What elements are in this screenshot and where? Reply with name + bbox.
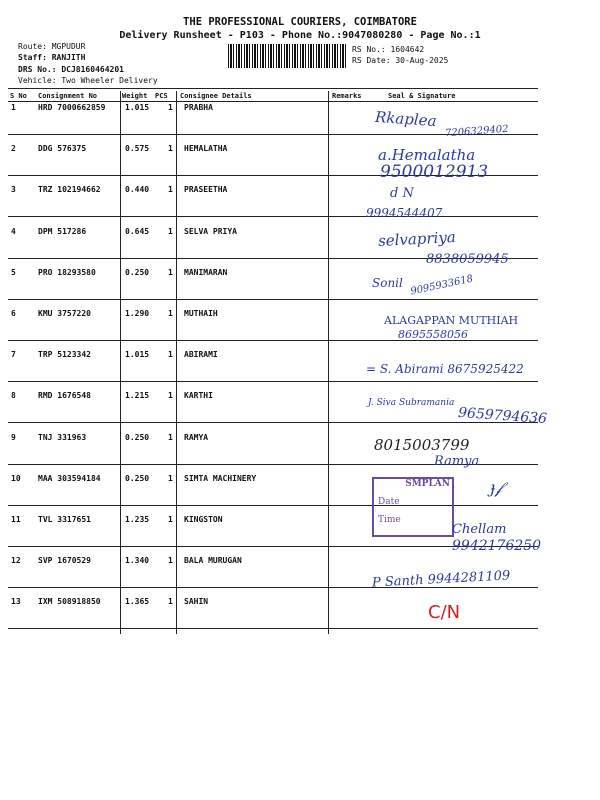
row-weight: 1.015 [125, 350, 150, 359]
row-consignee: MUTHAIH [184, 309, 218, 318]
phone-row-5: 9095933618 [409, 273, 475, 298]
row-consignment-no: DDG 576375 [38, 144, 87, 153]
route-label: Route: MGPUDUR [18, 42, 86, 51]
table-header-rule [8, 101, 538, 102]
row-pcs: 1 [168, 433, 173, 442]
signature-row-8: J. Siva Subramania [368, 398, 455, 408]
row-weight: 0.250 [125, 474, 150, 483]
row-consignment-no: PRO 18293580 [38, 268, 96, 277]
signature-row-4: selvapriya [377, 227, 457, 251]
row-consignment-no: TRP 5123342 [38, 350, 91, 359]
row-sno: 13 [11, 597, 21, 606]
row-consignee: SAHIN [184, 597, 209, 606]
row-consignee: HEMALATHA [184, 144, 228, 153]
row-consignment-no: HRD 7000662859 [38, 103, 106, 112]
phone-row-11: 9942176250 [452, 538, 542, 554]
row-weight: 0.440 [125, 185, 150, 194]
runsheet-subtitle: Delivery Runsheet - P103 - Phone No.:9047080280 - Page No.:1 [119, 30, 481, 41]
table-row-rule [8, 587, 538, 588]
staff-label: Staff: RANJITH [18, 53, 86, 62]
stamp-time-label: Time [378, 515, 401, 525]
row-pcs: 1 [168, 103, 173, 112]
col-divider [120, 91, 121, 634]
company-stamp [372, 477, 454, 537]
row-weight: 1.365 [125, 597, 150, 606]
row-weight: 1.340 [125, 556, 150, 565]
row-consignee: SIMTA MACHINERY [184, 474, 257, 483]
row-consignee: PRASEETHA [184, 185, 228, 194]
row-pcs: 1 [168, 597, 173, 606]
row-consignment-no: SVP 1670529 [38, 556, 91, 565]
phone-row-1: 7206329402 [444, 123, 509, 140]
row-sno: 6 [11, 309, 16, 318]
row-pcs: 1 [168, 309, 173, 318]
col-header-remarks: Remarks [332, 92, 362, 100]
phone-row-4: 8838059945 [426, 252, 509, 267]
row-sno: 4 [11, 227, 16, 236]
row-weight: 1.215 [125, 391, 150, 400]
row-consignee: SELVA PRIYA [184, 227, 237, 236]
drs-number: DRS No.: DCJ8160464201 [18, 65, 124, 74]
row-weight: 0.250 [125, 433, 150, 442]
signature-row-12: P Santh 9944281109 [371, 568, 511, 591]
row-pcs: 1 [168, 391, 173, 400]
signature-row-11: Chellam [452, 522, 507, 537]
rs-number: RS No.: 1604642 [352, 45, 425, 54]
cn-mark: C/N [428, 602, 461, 623]
row-weight: 0.645 [125, 227, 150, 236]
row-consignment-no: IXM 508918850 [38, 597, 101, 606]
phone-row-9: 8015003799 [374, 436, 470, 454]
row-weight: 1.235 [125, 515, 150, 524]
table-row-rule [8, 505, 538, 506]
row-pcs: 1 [168, 227, 173, 236]
row-sno: 10 [11, 474, 21, 483]
row-weight: 1.290 [125, 309, 150, 318]
row-consignee: RAMYA [184, 433, 209, 442]
phone-row-6: 8695558056 [398, 328, 468, 341]
col-header-seal: Seal & Signature [388, 92, 456, 100]
table-row-rule [8, 628, 538, 629]
row-pcs: 1 [168, 144, 173, 153]
stamp-company: SMPLAN [405, 479, 450, 489]
vehicle-label: Vehicle: Two Wheeler Delivery [18, 76, 158, 85]
col-divider [176, 91, 177, 634]
signature-row-5: Sonil [372, 276, 403, 290]
table-top-rule [8, 88, 538, 89]
col-header-consignee: Consignee Details [180, 92, 252, 100]
row-sno: 2 [11, 144, 16, 153]
signature-row-7: = S. Abirami 8675925422 [366, 362, 524, 376]
col-header-pcs: PCS [155, 92, 168, 100]
signature-row-10: ɟ𝒻 [490, 478, 503, 497]
row-pcs: 1 [168, 268, 173, 277]
col-header-sno: S No [10, 92, 27, 100]
row-sno: 11 [11, 515, 21, 524]
row-sno: 8 [11, 391, 16, 400]
row-consignment-no: DPM 517286 [38, 227, 87, 236]
company-title: THE PROFESSIONAL COURIERS, COIMBATORE [183, 16, 417, 28]
row-consignment-no: KMU 3757220 [38, 309, 91, 318]
barcode-image [228, 44, 346, 68]
row-consignee: ABIRAMI [184, 350, 218, 359]
row-pcs: 1 [168, 350, 173, 359]
row-consignee: PRABHA [184, 103, 213, 112]
row-pcs: 1 [168, 515, 173, 524]
signature-row-1: Rkaplea [374, 107, 438, 131]
row-weight: 1.015 [125, 103, 150, 112]
table-row-rule [8, 299, 538, 300]
row-consignee: KARTHI [184, 391, 213, 400]
row-sno: 1 [11, 103, 16, 112]
row-consignee: KINGSTON [184, 515, 223, 524]
row-sno: 5 [11, 268, 16, 277]
row-consignee: BALA MURUGAN [184, 556, 242, 565]
signature-row-6: ALAGAPPAN MUTHIAH [384, 314, 519, 327]
row-weight: 0.575 [125, 144, 150, 153]
row-sno: 3 [11, 185, 16, 194]
row-consignment-no: MAA 303594184 [38, 474, 101, 483]
signature-row-3: d N [390, 186, 414, 201]
rs-date: RS Date: 30-Aug-2025 [352, 56, 449, 65]
phone-row-2: 9500012913 [380, 162, 489, 182]
col-header-weight: Weight [122, 92, 148, 100]
row-consignee: MANIMARAN [184, 268, 228, 277]
row-pcs: 1 [168, 556, 173, 565]
row-consignment-no: TRZ 102194662 [38, 185, 101, 194]
stamp-date-label: Date [378, 497, 400, 507]
signature-row-9: Ramya [434, 454, 480, 469]
row-consignment-no: TNJ 331963 [38, 433, 87, 442]
phone-row-8: 9659794636 [457, 404, 548, 428]
row-consignment-no: TVL 3317651 [38, 515, 91, 524]
row-sno: 9 [11, 433, 16, 442]
table-row-rule [8, 381, 538, 382]
col-divider [328, 91, 329, 634]
row-consignment-no: RMD 1676548 [38, 391, 91, 400]
row-sno: 7 [11, 350, 16, 359]
signature-row-2: a.Hemalatha [378, 146, 476, 164]
table-row-rule [8, 422, 538, 423]
row-weight: 0.250 [125, 268, 150, 277]
col-header-consignment: Consignment No [38, 92, 98, 100]
row-pcs: 1 [168, 185, 173, 194]
row-pcs: 1 [168, 474, 173, 483]
row-sno: 12 [11, 556, 21, 565]
table-row-rule [8, 216, 538, 217]
phone-row-3: 9994544407 [366, 206, 443, 220]
